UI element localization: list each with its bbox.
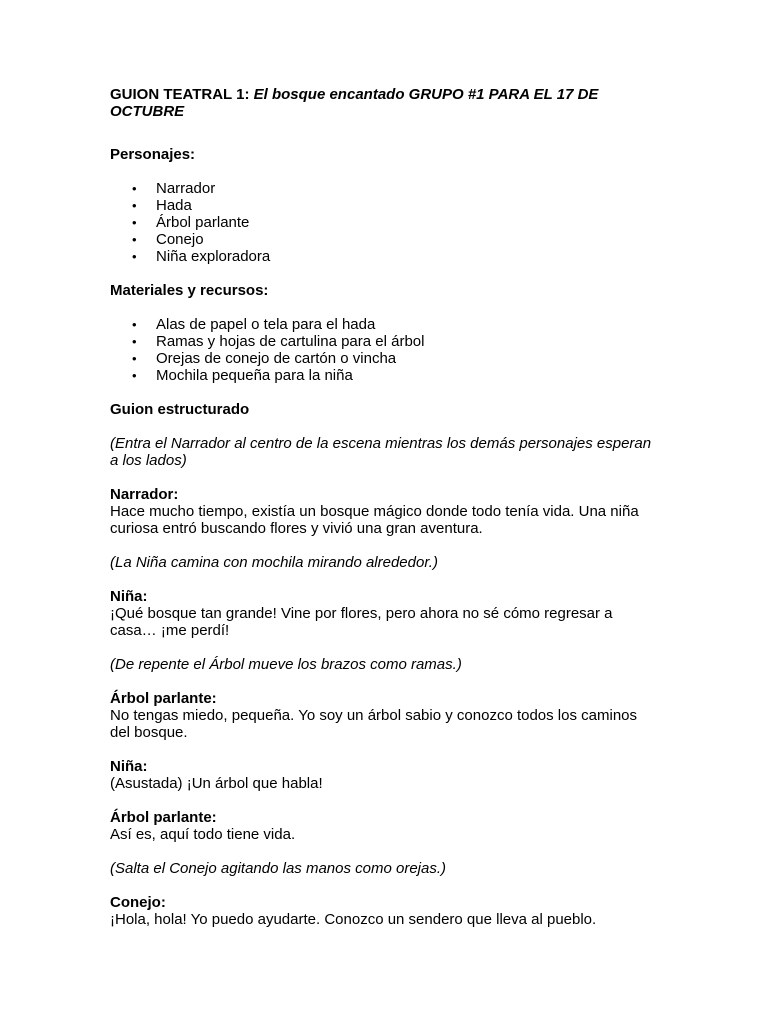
stage-direction: (Entra el Narrador al centro de la escena mientras los demás personajes esperan a los lados) bbox=[110, 435, 652, 469]
list-item bbox=[110, 248, 658, 265]
list-item bbox=[110, 197, 658, 214]
material-label: Ramas y hojas de cartulina para el árbol bbox=[156, 333, 425, 350]
list-item bbox=[110, 180, 658, 197]
bullet-icon: • bbox=[132, 181, 137, 196]
material-label: Orejas de conejo de cartón o vincha bbox=[156, 350, 397, 367]
stage-direction: (De repente el Árbol mueve los brazos como ramas.) bbox=[110, 656, 462, 673]
speaker-name: Árbol parlante: bbox=[110, 690, 217, 707]
dialogue-line: Hace mucho tiempo, existía un bosque mágico donde todo tenía vida. Una niña curiosa entró buscando flores y vivió una gran aventura. bbox=[110, 503, 639, 537]
material-label: Mochila pequeña para la niña bbox=[156, 367, 353, 384]
speaker-name: Niña: bbox=[110, 758, 148, 775]
personaje-label: Árbol parlante bbox=[156, 214, 250, 231]
bullet-icon: • bbox=[132, 351, 137, 366]
bullet-icon: • bbox=[132, 198, 137, 213]
dialogue-line: Así es, aquí todo tiene vida. bbox=[110, 826, 296, 843]
title-italic: El bosque encantado GRUPO #1 PARA EL 17 DE OCTUBRE bbox=[110, 86, 599, 120]
bullet-icon: • bbox=[132, 249, 137, 264]
material-label: Alas de papel o tela para el hada bbox=[156, 316, 376, 333]
bullet-icon: • bbox=[132, 215, 137, 230]
dialogue-line: ¡Qué bosque tan grande! Vine por flores, pero ahora no sé cómo regresar a casa… ¡me perdí! bbox=[110, 605, 613, 639]
personajes-heading: Personajes: bbox=[110, 146, 196, 163]
list-item bbox=[110, 214, 658, 231]
bullet-icon: • bbox=[132, 368, 137, 383]
personaje-label: Narrador bbox=[156, 180, 216, 197]
title-prefix: GUION TEATRAL 1: bbox=[110, 86, 254, 103]
materiales-heading: Materiales y recursos: bbox=[110, 282, 269, 299]
stage-direction: (Salta el Conejo agitando las manos como orejas.) bbox=[110, 860, 447, 877]
speaker-name: Árbol parlante: bbox=[110, 809, 217, 826]
bullet-icon: • bbox=[132, 232, 137, 247]
list-item bbox=[110, 231, 658, 248]
dialogue-line: (Asustada) ¡Un árbol que habla! bbox=[110, 775, 323, 792]
guion-heading: Guion estructurado bbox=[110, 401, 250, 418]
speaker-name: Niña: bbox=[110, 588, 148, 605]
personaje-label: Hada bbox=[156, 197, 192, 214]
list-item bbox=[110, 333, 658, 350]
materiales-list bbox=[110, 316, 658, 384]
dialogue-line: No tengas miedo, pequeña. Yo soy un árbol sabio y conozco todos los caminos del bosque. bbox=[110, 707, 638, 741]
bullet-icon: • bbox=[132, 317, 137, 332]
list-item bbox=[110, 316, 658, 333]
bullet-icon: • bbox=[132, 334, 137, 349]
speaker-name: Narrador: bbox=[110, 486, 179, 503]
document-title bbox=[110, 86, 658, 120]
stage-direction: (La Niña camina con mochila mirando alrededor.) bbox=[110, 554, 438, 571]
personaje-label: Niña exploradora bbox=[156, 248, 271, 265]
list-item bbox=[110, 350, 658, 367]
speaker-name: Conejo: bbox=[110, 894, 166, 911]
personajes-list bbox=[110, 180, 658, 265]
personaje-label: Conejo bbox=[156, 231, 204, 248]
document-page bbox=[110, 86, 658, 928]
list-item bbox=[110, 367, 658, 384]
dialogue-line: ¡Hola, hola! Yo puedo ayudarte. Conozco un sendero que lleva al pueblo. bbox=[110, 911, 597, 928]
